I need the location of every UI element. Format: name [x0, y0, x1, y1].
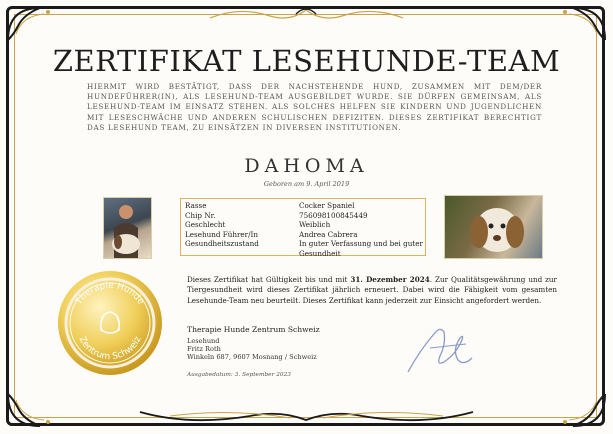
dog-name: DAHOMA: [244, 155, 369, 177]
issue-date: Ausgabedatum: 3. September 2023: [187, 372, 291, 378]
corner-ornament-top-left: [4, 4, 64, 44]
validity-after: . Zur Qualitätsgewährung und zur Tiergesundheit wird dieses Zertifikat jährlich erneuert. Dabei wird die Fähigkeit vom gesamten Lesehunde-Team neu beurteilt. Dieses Zertifikat kann jederzeit zur Einsicht angefordert werden.: [187, 275, 557, 305]
intro-text: HIERMIT WIRD BESTÄTIGT, DASS DER NACHSTEHENDE HUND, ZUSAMMEN MIT DEM/DER HUNDEFÜHRER(IN), ALS LESEHUND-TEAM AUSGEBILDET WURDE. SIE DÜRFEN GEMEINSAM, ALS LESEHUND-TEAM IM EINSATZ STEHEN. ALS SOLCHES HELFEN SIE KINDERN UND JUGENDLICHEN MIT LESESCHWÄCHE UND ANDEREN SCHULISCHEN DEFIZITEN. DIESES ZERTIFIKAT BERECHTIGT DAS LESEHUND TEAM, ZU EINSÄTZEN IN DIVERSEN INSTITUTIONEN.: [87, 82, 542, 132]
corner-ornament-bottom-left: [4, 390, 64, 430]
corner-ornament-top-right: [549, 4, 609, 44]
gold-seal: [55, 268, 165, 378]
info-label: Gesundheitszustand: [185, 239, 259, 249]
validity-before: Dieses Zertifikat hat Gültigkeit bis und mit: [187, 275, 351, 284]
corner-ornament-bottom-right: [549, 390, 609, 430]
birth-date: Geboren am 9. April 2019: [263, 180, 350, 188]
certificate-title: ZERTIFIKAT LESEHUNDE-TEAM: [52, 44, 561, 78]
organization-line-1: Lesehund: [187, 337, 220, 345]
seal-text-bottom: Zentrum Schweiz: [76, 335, 144, 363]
signature: [400, 320, 480, 380]
info-label: Rasse: [185, 201, 207, 210]
info-value: 756098100845449: [299, 210, 368, 220]
info-value: Weiblich: [299, 220, 331, 230]
bottom-ornament: [130, 404, 483, 428]
info-label: Lesehund Führer/In: [185, 229, 259, 239]
organization-name: Therapie Hunde Zentrum Schweiz: [187, 325, 320, 334]
organization-address: Winkeln 687, 9607 Mosnang / Schweiz: [187, 353, 317, 361]
validity-date: 31. Dezember 2024: [350, 275, 430, 284]
info-label: Chip Nr.: [185, 210, 216, 220]
info-value: Andrea Cabrera: [299, 229, 358, 239]
info-value: Cocker Spaniel: [299, 201, 355, 210]
seal-text-top: Therapie Hunde: [74, 280, 146, 307]
organization-line-2: Fritz Roth: [187, 345, 221, 353]
dog-info-table: [180, 198, 426, 256]
validity-text: [187, 275, 557, 306]
top-ornament: [200, 4, 413, 24]
dog-photo: [444, 195, 543, 259]
handler-with-dog-photo: [103, 197, 152, 259]
info-label: Geschlecht: [185, 220, 226, 230]
info-value: In guter Verfassung und bei guter Gesundheit: [299, 239, 423, 258]
